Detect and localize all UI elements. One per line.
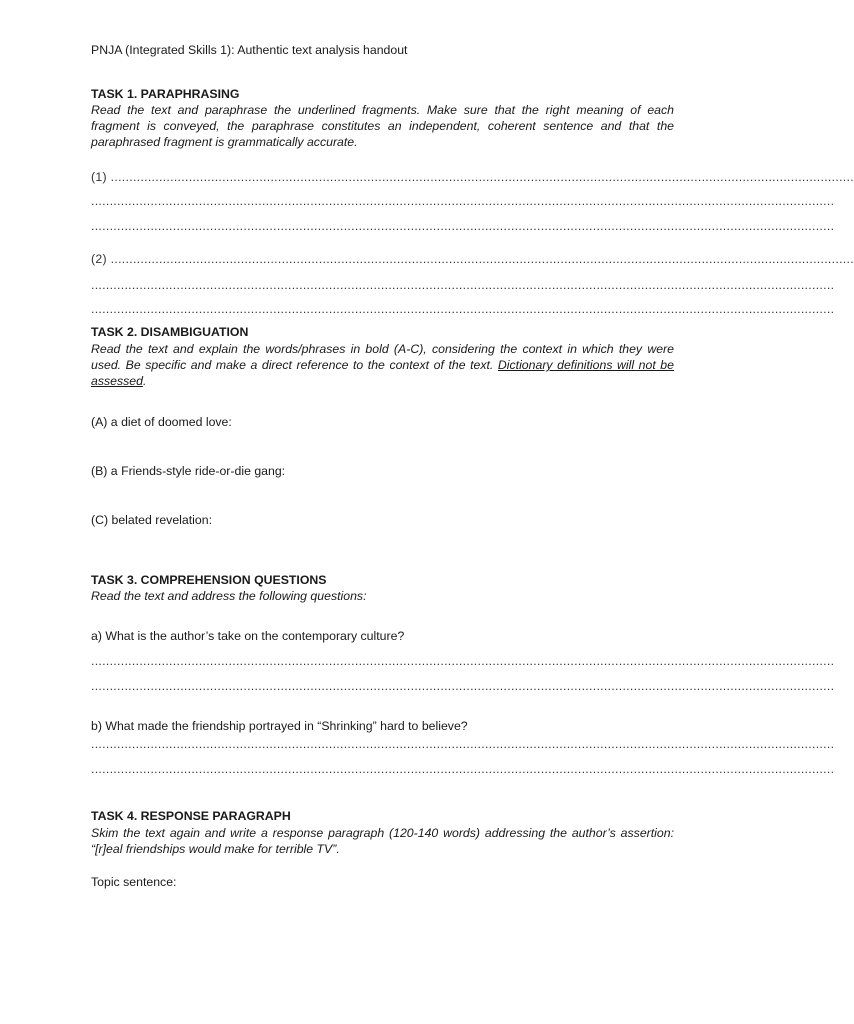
item-2-label: (2) — [91, 252, 107, 266]
answer-line[interactable] — [91, 218, 835, 234]
item-1-label: (1) — [91, 170, 107, 184]
answer-line[interactable] — [91, 277, 835, 293]
task3-heading: TASK 3. COMPREHENSION QUESTIONS — [91, 573, 327, 587]
answer-line[interactable] — [91, 761, 835, 777]
page-title: PNJA (Integrated Skills 1): Authentic text analysis handout — [91, 43, 408, 57]
answer-line[interactable] — [91, 301, 835, 317]
task4-instructions: Skim the text again and write a response paragraph (120-140 words) addressing the author’s assertion: “[r]eal friendships would make for terrible TV”. — [91, 826, 674, 857]
dotted-fill: ........................................................................................................................................................................................................ — [91, 219, 835, 233]
task2-instructions-underlined: Dictionary definitions will not be assessed — [91, 358, 674, 389]
task2-item-b: (B) a Friends-style ride-or-die gang: — [91, 464, 286, 478]
dotted-fill: ........................................................................................................................................................................................................ — [91, 194, 835, 208]
answer-line[interactable] — [91, 736, 835, 752]
answer-line[interactable] — [91, 251, 854, 267]
task2-instructions-text: Read the text and explain the words/phrases in bold (A-C), considering the context in which they were used. Be specific and make a direct reference to the context of the text. — [91, 342, 674, 373]
task2-item-a: (A) a diet of doomed love: — [91, 415, 232, 429]
task1-instructions: Read the text and paraphrase the underlined fragments. Make sure that the right meaning of each fragment is conveyed, the paraphrase constitutes an independent, coherent sentence and that the paraphrased fragment is grammatically accurate. — [91, 103, 674, 150]
task2-heading: TASK 2. DISAMBIGUATION — [91, 325, 249, 339]
dotted-fill: ........................................................................................................................................................................................................ — [91, 302, 835, 316]
task2-instructions — [91, 341, 674, 390]
task4-heading: TASK 4. RESPONSE PARAGRAPH — [91, 809, 291, 823]
dotted-fill: ........................................................................................................................................................................................................ — [110, 252, 854, 266]
dotted-fill: ........................................................................................................................................................................................................ — [91, 654, 835, 668]
answer-line[interactable] — [91, 169, 854, 185]
task2-item-c: (C) belated revelation: — [91, 513, 212, 527]
task2-instructions-end: . — [142, 374, 147, 389]
answer-line[interactable] — [91, 653, 835, 669]
dotted-fill: ........................................................................................................................................................................................................ — [91, 679, 835, 693]
task3-instructions: Read the text and address the following questions: — [91, 589, 367, 603]
topic-sentence-label: Topic sentence: — [91, 875, 177, 889]
task3-question-a: a) What is the author’s take on the contemporary culture? — [91, 629, 405, 643]
answer-line[interactable] — [91, 678, 835, 694]
dotted-fill: ........................................................................................................................................................................................................ — [91, 278, 835, 292]
dotted-fill: ........................................................................................................................................................................................................ — [110, 170, 854, 184]
dotted-fill: ........................................................................................................................................................................................................ — [91, 737, 835, 751]
task1-heading: TASK 1. PARAPHRASING — [91, 87, 240, 101]
dotted-fill: ........................................................................................................................................................................................................ — [91, 762, 835, 776]
task3-question-b: b) What made the friendship portrayed in “Shrinking” hard to believe? — [91, 719, 468, 733]
answer-line[interactable] — [91, 193, 835, 209]
